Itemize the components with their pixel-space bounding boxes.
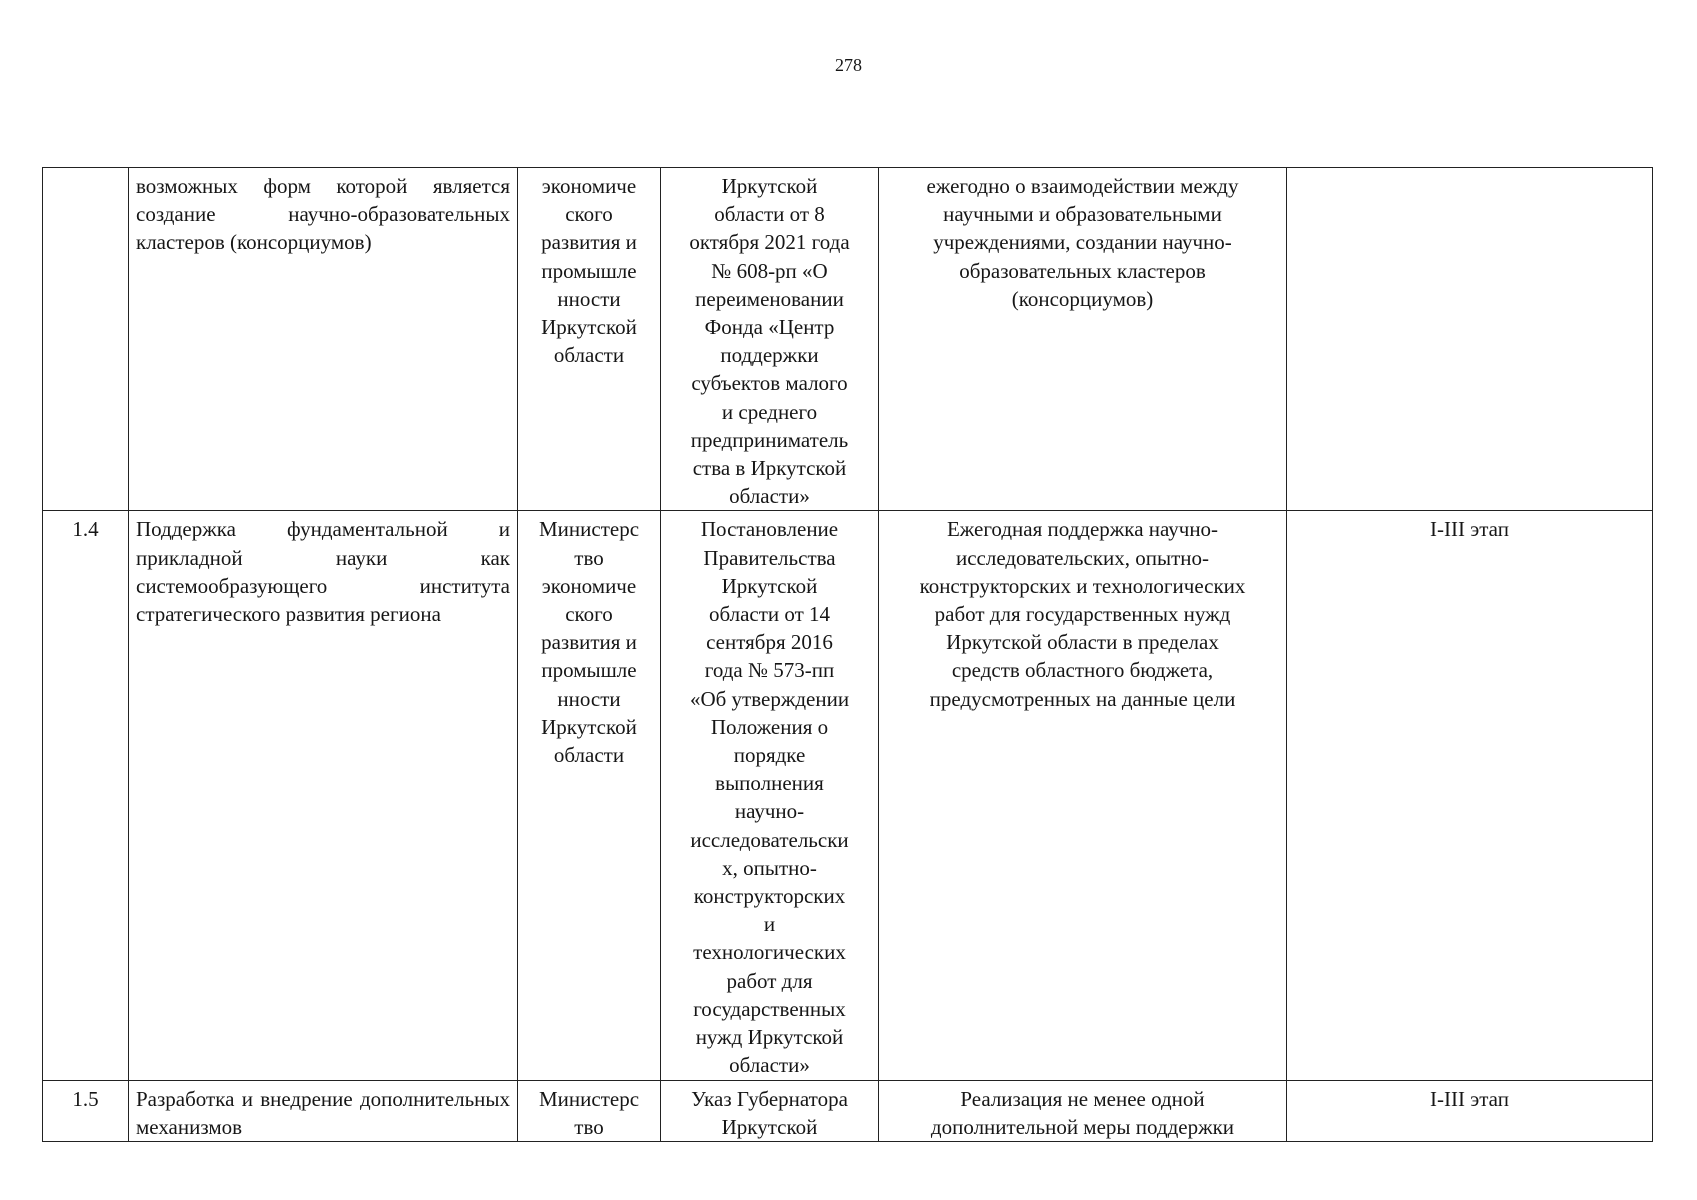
document-cell	[661, 1080, 879, 1141]
table-row	[43, 511, 1653, 1080]
measure-name-cell: возможных форм которой является создание научно-образовательных кластеров (консорциумов)	[129, 168, 518, 511]
document-text: Указ Губернатора Иркутской	[691, 1086, 848, 1139]
result-text: Ежегодная поддержка научно- исследовательских, опытно- конструкторских и технологических работ для государственных нужд Иркутской области в пределах средств областного бюджета, предусмотренных на данные цели	[919, 517, 1246, 711]
table-row	[43, 1080, 1653, 1141]
executor-text: Министерс тво экономиче ского развития и промышле нности Иркутской области	[538, 517, 640, 768]
term-cell: I-III этап	[1287, 511, 1653, 1080]
term-cell	[1287, 168, 1653, 511]
row-number-cell: 1.5	[43, 1080, 129, 1141]
document-text: Иркутской области от 8 октября 2021 года № 608-рп «О переименовании Фонда «Центр поддержки субъектов малого и среднего предприниматель ства в Иркутской области»	[689, 174, 850, 509]
document-cell	[661, 168, 879, 511]
result-cell	[879, 1080, 1287, 1141]
result-text: ежегодно о взаимодействии между научными и образовательными учреждениями, создании научно- образовательных кластеров (консорциумов)	[926, 174, 1239, 311]
result-text: Реализация не менее одной дополнительной меры поддержки	[930, 1086, 1235, 1139]
measure-name-cell: Поддержка фундаментальной и прикладной науки как системообразующего института стратегического развития региона	[129, 511, 518, 1080]
document-cell	[661, 511, 879, 1080]
row-number-cell: 1.4	[43, 511, 129, 1080]
executor-cell	[518, 1080, 661, 1141]
executor-cell	[518, 168, 661, 511]
executor-cell	[518, 511, 661, 1080]
document-text: Постановление Правительства Иркутской области от 14 сентября 2016 года № 573-пп «Об утверждении Положения о порядке выполнения научно- исследовательски х, опытно- конструкторских и технологических работ для государственных нужд Иркутской области»	[689, 517, 850, 1078]
term-cell: I-III этап	[1287, 1080, 1653, 1141]
measures-table	[42, 167, 1653, 1142]
result-cell	[879, 511, 1287, 1080]
measure-name-cell: Разработка и внедрение дополнительных механизмов	[129, 1080, 518, 1141]
row-number-cell	[43, 168, 129, 511]
result-cell	[879, 168, 1287, 511]
executor-text: Министерс тво	[538, 1086, 640, 1139]
table-row	[43, 168, 1653, 511]
page-number: 278	[835, 55, 862, 75]
executor-text: экономиче ского развития и промышле нности Иркутской области	[541, 174, 637, 368]
